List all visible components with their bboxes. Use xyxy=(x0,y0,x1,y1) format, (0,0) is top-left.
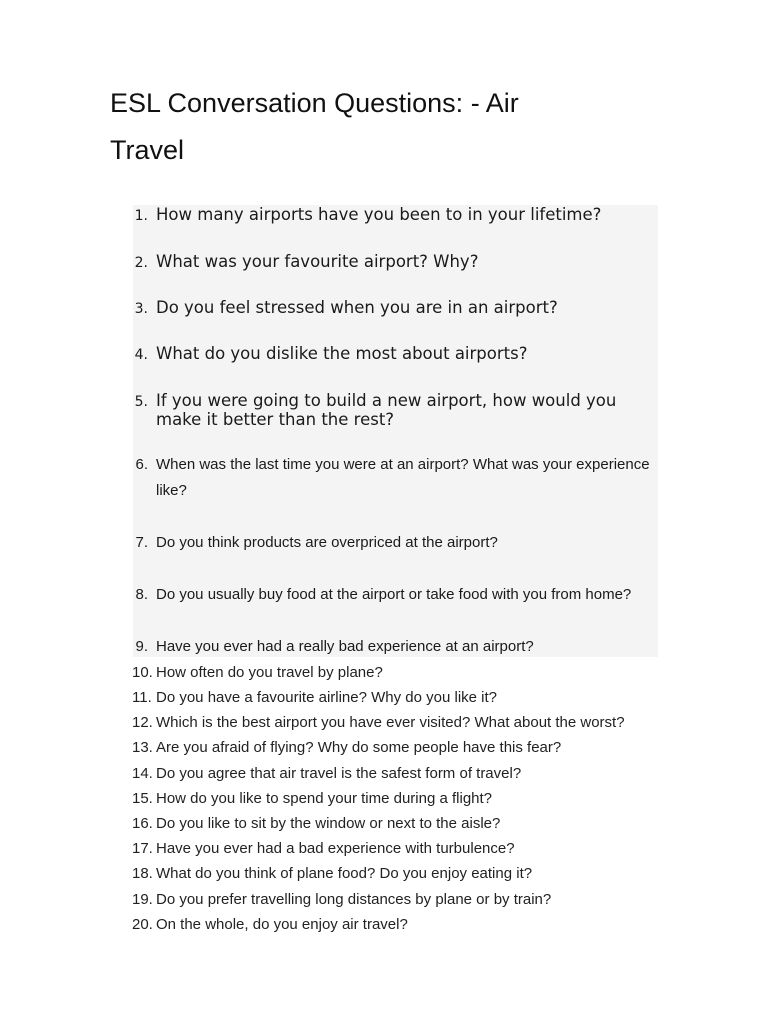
question-item-5 xyxy=(130,391,651,429)
question-number: 17. xyxy=(132,840,153,857)
question-number: 18. xyxy=(132,865,153,882)
question-text: Do you usually buy food at the airport or take food with you from home? xyxy=(156,586,632,603)
question-text: How do you like to spend your time during a flight? xyxy=(156,790,493,807)
question-text: Do you think products are overpriced at the airport? xyxy=(156,534,498,551)
question-item-18 xyxy=(132,864,532,884)
question-number: 1. xyxy=(134,208,148,224)
question-text: If you were going to build a new airport, how would you make it better than the rest? xyxy=(156,391,617,429)
question-text: Do you have a favourite airline? Why do you like it? xyxy=(156,689,498,706)
question-item-16 xyxy=(132,814,500,834)
question-text: Do you prefer travelling long distances by plane or by train? xyxy=(156,891,552,908)
question-number: 11. xyxy=(132,689,152,706)
question-number: 4. xyxy=(134,347,148,363)
question-text: Are you afraid of flying? Why do some people have this fear? xyxy=(156,739,562,756)
question-item-13 xyxy=(132,738,561,758)
question-item-20 xyxy=(132,915,408,935)
question-number: 16. xyxy=(132,815,153,832)
question-number: 10. xyxy=(132,664,153,681)
question-item-19 xyxy=(132,890,551,910)
question-item-11 xyxy=(132,688,497,708)
question-text: Do you feel stressed when you are in an airport? xyxy=(156,298,558,317)
page-title: ESL Conversation Questions: - Air Travel xyxy=(110,88,519,165)
question-number: 7. xyxy=(135,534,148,551)
question-item-3 xyxy=(130,298,651,317)
question-item-14 xyxy=(132,764,521,784)
question-number: 9. xyxy=(135,638,148,655)
question-number: 6. xyxy=(135,456,148,473)
question-text: Have you ever had a really bad experience at an airport? xyxy=(156,638,534,655)
question-number: 20. xyxy=(132,916,153,933)
question-number: 5. xyxy=(134,394,148,410)
question-item-1 xyxy=(130,205,651,224)
question-item-7 xyxy=(130,530,651,556)
question-item-17 xyxy=(132,839,515,859)
question-item-2 xyxy=(130,252,651,271)
question-number: 13. xyxy=(132,739,153,756)
question-item-8 xyxy=(130,582,651,608)
question-number: 8. xyxy=(135,586,148,603)
question-number: 2. xyxy=(134,255,148,271)
question-number: 15. xyxy=(132,790,153,807)
question-text: What do you think of plane food? Do you enjoy eating it? xyxy=(156,865,533,882)
question-text: What do you dislike the most about airports? xyxy=(156,344,528,363)
question-number: 12. xyxy=(132,714,153,731)
question-text: What was your favourite airport? Why? xyxy=(156,252,479,271)
question-text: Do you like to sit by the window or next to the aisle? xyxy=(156,815,501,832)
question-text: When was the last time you were at an airport? What was your experience like? xyxy=(156,456,650,499)
question-text: How many airports have you been to in your lifetime? xyxy=(156,205,602,224)
question-text: How often do you travel by plane? xyxy=(156,664,383,681)
question-number: 19. xyxy=(132,891,153,908)
question-number: 14. xyxy=(132,765,153,782)
question-item-15 xyxy=(132,789,492,809)
question-text: Have you ever had a bad experience with turbulence? xyxy=(156,840,515,857)
question-item-10 xyxy=(132,663,383,683)
question-item-4 xyxy=(130,344,651,363)
question-item-12 xyxy=(132,713,625,733)
question-text: On the whole, do you enjoy air travel? xyxy=(156,916,408,933)
question-text: Do you agree that air travel is the safest form of travel? xyxy=(156,765,522,782)
question-item-6 xyxy=(130,452,651,504)
question-item-9 xyxy=(130,634,651,660)
question-number: 3. xyxy=(134,301,148,317)
question-text: Which is the best airport you have ever visited? What about the worst? xyxy=(156,714,625,731)
